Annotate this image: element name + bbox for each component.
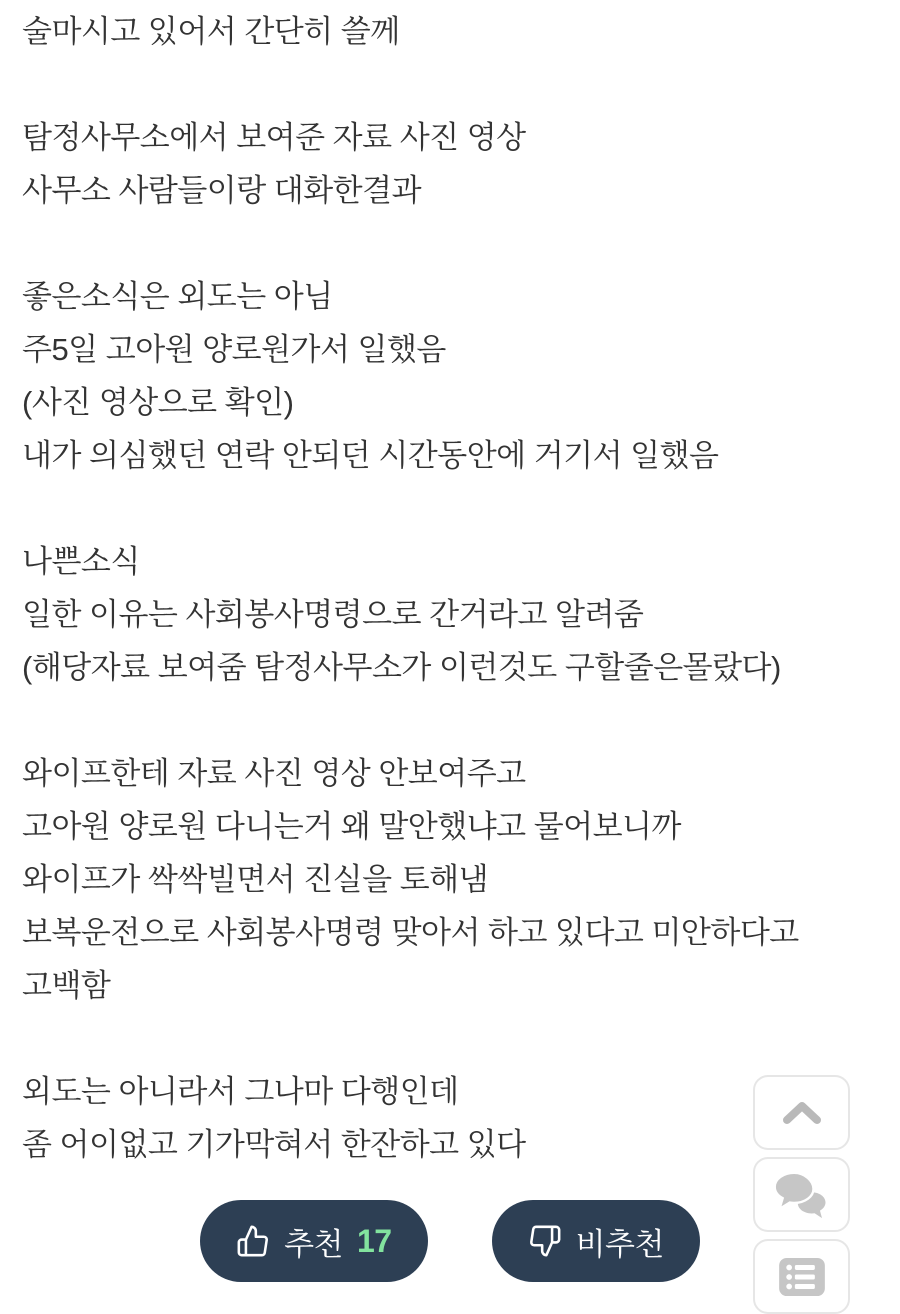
- comments-button[interactable]: [753, 1157, 850, 1232]
- post-line: 내가 의심했던 연락 안되던 시간동안에 거기서 일했음: [22, 438, 719, 473]
- scroll-to-top-button[interactable]: [753, 1075, 850, 1150]
- dislike-label: 비추천: [575, 1226, 664, 1262]
- post-line: 와이프한테 자료 사진 영상 안보여주고: [22, 756, 526, 791]
- list-icon: [778, 1257, 826, 1297]
- post-line: 나쁜소식: [22, 544, 140, 579]
- floating-toolbar: [753, 1075, 850, 1314]
- post-line: 와이프가 싹싹빌면서 진실을 토해냄: [22, 862, 489, 897]
- post-line: 외도는 아니라서 그나마 다행인데: [22, 1074, 459, 1109]
- like-label: 추천: [284, 1226, 343, 1262]
- like-count: 17: [356, 1222, 392, 1259]
- dislike-button[interactable]: [492, 1200, 700, 1282]
- chevron-up-icon: [779, 1099, 825, 1127]
- post-line: 사무소 사람들이랑 대화한결과: [22, 173, 422, 208]
- post-list-button[interactable]: [753, 1239, 850, 1314]
- post-line: 보복운전으로 사회봉사명령 맞아서 하고 있다고 미안하다고 고백함: [22, 915, 799, 1003]
- post-body: [0, 5, 900, 1171]
- post-line: 탐정사무소에서 보여준 자료 사진 영상: [22, 120, 526, 155]
- like-button[interactable]: [200, 1200, 428, 1282]
- post-line: [22, 217, 874, 270]
- post-line: 일한 이유는 사회봉사명령으로 간거라고 알려줌: [22, 597, 644, 632]
- post-line: [22, 1012, 874, 1065]
- post-line: [22, 694, 874, 747]
- post-line: 좀 어이없고 기가막혀서 한잔하고 있다: [22, 1127, 526, 1162]
- post-line: 좋은소식은 외도는 아님: [22, 279, 333, 314]
- chat-bubbles-icon: [773, 1171, 830, 1219]
- post-line: [22, 58, 874, 111]
- post-line: 주5일 고아원 양로원가서 일했음: [22, 332, 446, 367]
- post-line: 술마시고 있어서 간단히 쓸께: [22, 14, 400, 49]
- thumbs-up-icon: [236, 1224, 270, 1258]
- post-line: (해당자료 보여줌 탐정사무소가 이런것도 구할줄은몰랐다): [22, 650, 781, 685]
- thumbs-down-icon: [528, 1224, 562, 1258]
- post-line: (사진 영상으로 확인): [22, 385, 294, 420]
- post-line: [22, 482, 874, 535]
- post-line: 고아원 양로원 다니는거 왜 말안했냐고 물어보니까: [22, 809, 681, 844]
